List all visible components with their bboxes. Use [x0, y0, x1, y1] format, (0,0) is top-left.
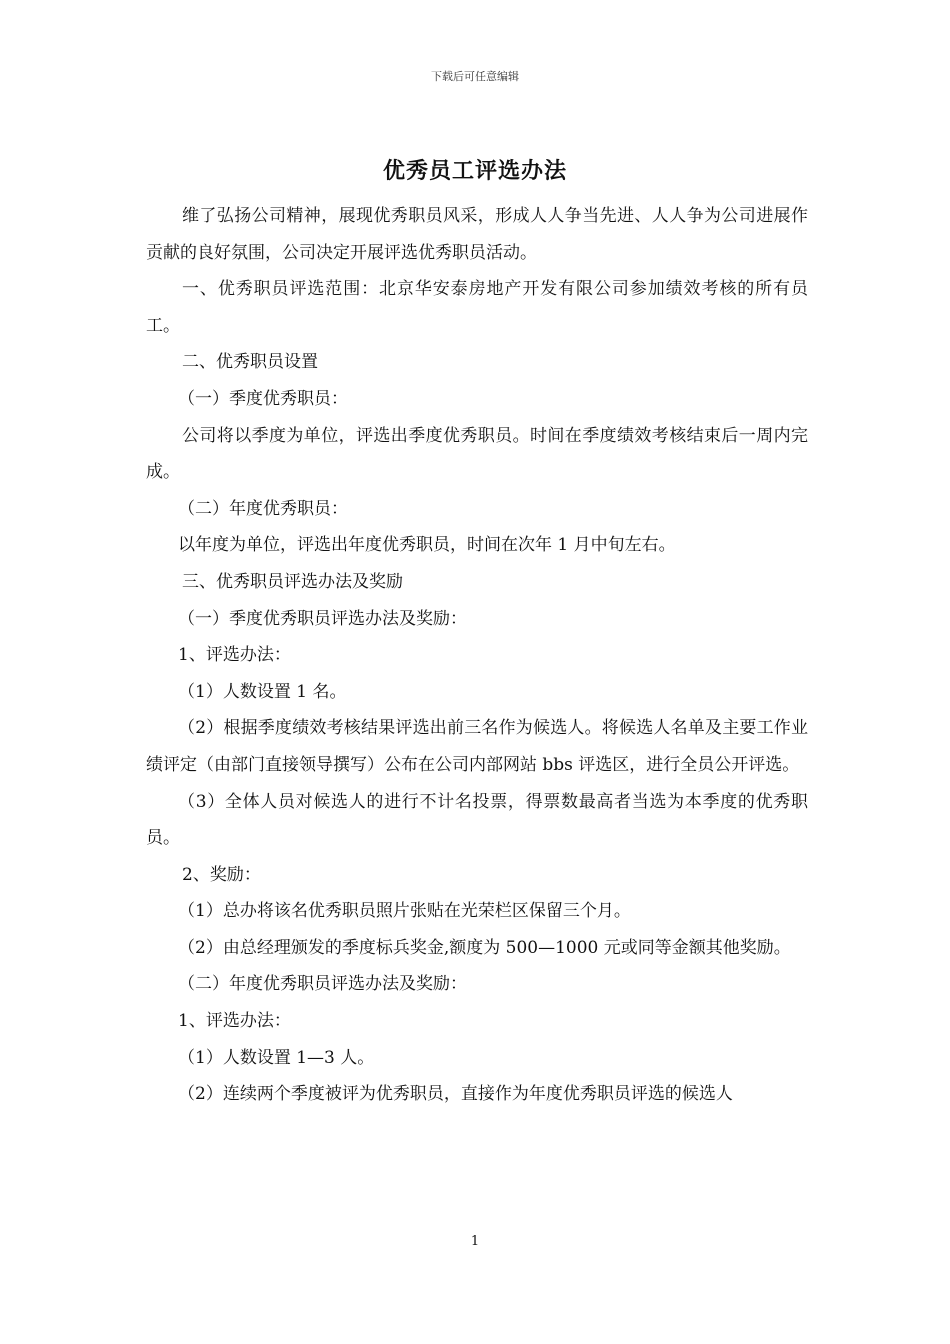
paragraph: 公司将以季度为单位，评选出季度优秀职员。时间在季度绩效考核结束后一周内完成。 — [146, 425, 808, 483]
paragraph: （2）连续两个季度被评为优秀职员，直接作为年度优秀职员评选的候选人 — [178, 1084, 733, 1105]
paragraph: （1）人数设置 1—3 人。 — [178, 1047, 375, 1068]
document-body — [146, 198, 808, 1113]
paragraph: （一）季度优秀职员： — [178, 388, 348, 409]
paragraph: 二、优秀职员设置 — [182, 352, 318, 373]
paragraph: （二）年度优秀职员评选办法及奖励： — [178, 974, 467, 995]
paragraph: 1、评选办法： — [178, 1011, 291, 1032]
document-title: 优秀员工评选办法 — [382, 158, 567, 184]
paragraph: 以年度为单位，评选出年度优秀职员，时间在次年 1 月中旬左右。 — [178, 535, 676, 556]
paragraph: 一、优秀职员评选范围：北京华安泰房地产开发有限公司参加绩效考核的所有员工。 — [146, 279, 808, 336]
page-header: 下载后可任意编辑 — [431, 70, 519, 83]
paragraph: （二）年度优秀职员： — [178, 498, 348, 519]
paragraph: （2）由总经理颁发的季度标兵奖金,额度为 500—1000 元或同等金额其他奖励。 — [178, 937, 791, 958]
paragraph: 2、奖励： — [182, 864, 261, 885]
paragraph: （1）人数设置 1 名。 — [178, 681, 347, 702]
paragraph: （1）总办将该名优秀职员照片张贴在光荣栏区保留三个月。 — [178, 901, 631, 922]
paragraph: 1、评选办法： — [178, 645, 291, 666]
paragraph: （2）根据季度绩效考核结果评选出前三名作为候选人。将候选人名单及主要工作业绩评定（由部门直接领导撰写）公布在公司内部网站 bbs 评选区，进行全员公开评选。 — [146, 718, 808, 775]
paragraph: 三、优秀职员评选办法及奖励 — [182, 571, 403, 592]
paragraph: （一）季度优秀职员评选办法及奖励： — [178, 608, 467, 629]
paragraph: （3）全体人员对候选人的进行不计名投票，得票数最高者当选为本季度的优秀职员。 — [146, 791, 808, 849]
paragraph: 维了弘扬公司精神，展现优秀职员风采，形成人人争当先进、人人争为公司进展作贡献的良好氛围，公司决定开展评选优秀职员活动。 — [146, 206, 808, 263]
page-number: 1 — [470, 1234, 480, 1249]
